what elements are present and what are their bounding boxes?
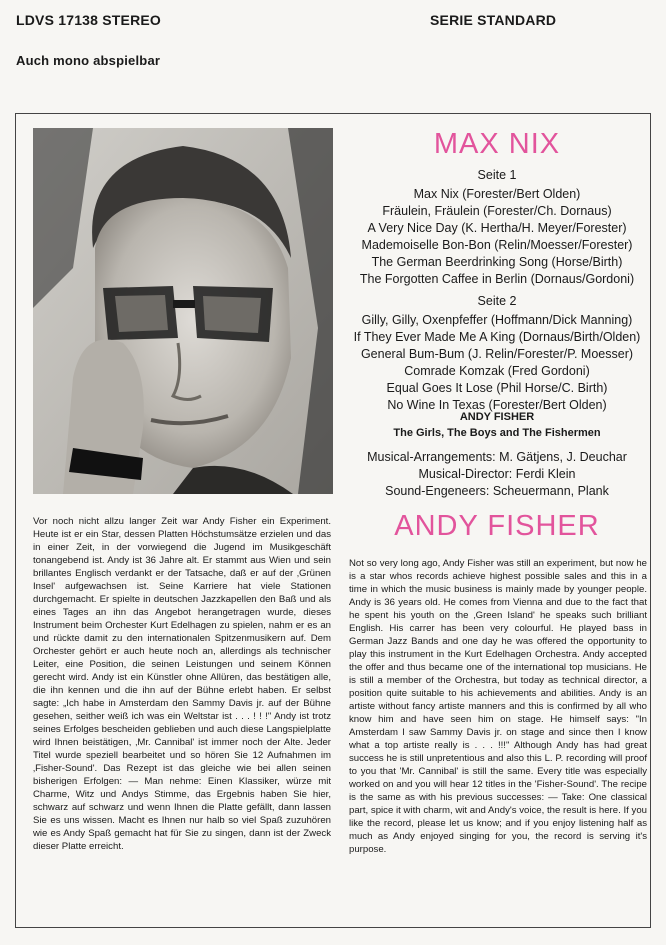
band-name: The Girls, The Boys and The Fishermen	[393, 427, 601, 439]
side-1-label: Seite 1	[477, 168, 517, 182]
credits	[345, 449, 649, 500]
artist-name: ANDY FISHER	[459, 411, 535, 423]
tracklist	[345, 167, 649, 414]
bio-german-text: Vor noch nicht allzu langer Zeit war Andy Fisher ein Experiment. Heute ist er ein Star, dessen Platten Höchstumsätze erzielen und das in einer Zeit, in der vorwiegend die Jugend im Musikgeschäft tonangebend ist. Andy ist 36 Jahre alt. Er stammt aus Wien und sein brillantes Englisch verdankt er der Tatsache, daß er auf der ‚Grünen Insel' aufgewachsen ist. Seine Karriere hat viele Stationen durchgemacht. Er spielte in deutschen Jazzkapellen den Baß und als eines Tages an ihn das Angebot herangetragen wurde, dieses Instrument beim Orchester Kurt Edelhagen zu spielen, nahm er es an und rückte damit zu den internationalen Spitzenmusikern auf. Dem Orchester gehört er auch heute noch an, allerdings als technischer Leiter, eine Position, die seinen Leistungen und seinem Können gerecht wird. Andy ist ein Künstler ohne Allüren, das bestätigen alle, die ihn kennen und die ihn auf der Bühne erlebt haben. Er selbst sagte: „Ich habe in Amsterdam den Sammy Davis jr. auf der Bühne gesehen, seither weiß ich was ein Weltstar ist . . . ! ! !" Andy ist trotz seines Erfolges bescheiden geblieben und auch diese Langspielplatte wird Ihnen beistätigen, ‚Mr. Cannibal' ist immer noch der Alte. Jeder Titel wurde speziell bearbeitet und so hören Sie 12 Aufnahmen im ‚Fisher-Sound'. Das Rezept ist das gleiche wie bei allen seinen bisherigen Erfolgen: — Man nehme: Einen Klassiker, würze mit Charme, Witz und Andys Stimme, das Ergebnis haben Sie hier, schwarz auf schwarz und wenn Ihnen die Platte gefällt, dann lassen Sie es uns wissen. Macht es Ihnen nur halb so viel Spaß zuzuhören wie es Andy Spaß gemacht hat für Sie zu singen, dann ist der Zweck dieser Platte erreicht.	[33, 516, 331, 852]
bio-heading: ANDY FISHER	[394, 510, 600, 542]
track-item: Fräulein, Fräulein (Forester/Ch. Dornaus)	[382, 204, 612, 218]
bio-english-column	[349, 557, 647, 856]
credit-line: Musical-Director: Ferdi Klein	[418, 467, 576, 481]
track-item: No Wine In Texas (Forester/Bert Olden)	[387, 398, 607, 412]
track-item: If They Ever Made Me A King (Dornaus/Birth/Olden)	[353, 330, 641, 344]
artist-block	[345, 409, 649, 441]
track-item: Mademoiselle Bon-Bon (Relin/Moesser/Forester)	[361, 238, 633, 252]
album-title: MAX NIX	[433, 128, 561, 160]
track-item: Max Nix (Forester/Bert Olden)	[413, 187, 581, 201]
bio-english-text: Not so very long ago, Andy Fisher was still an experiment, but now he is a star whos records achieve highest possible sales and this in a time in which the music business is mainly made by younger people. Andy is 36 years old. He comes from Vienna and due to the fact that he spent his youth on the ‚Green Island' he speaks such brilliant English. His carrer has been very colourful. He played bass in German Jazz Bands and one day he was offered the opportunity to play this instrument in the Kurt Edelhagen Orchestra. Andy accepted the offer and thus became one of the international top musicians. He is still a member of the Orchestra, but today as technical director, a position quite suitable to his achievements and abilities. Andy is an artiste without fancy artiste manners and this is confirmed by all who know him and have seen him on stage. He himself says: "In Amsterdam I saw Sammy Davis jr. on stage and since then I know what a top artiste really is . . . !!!" Although Andy has had great success he is still unpretentious and also this L. P. recording will proof to you that 'Mr. Cannibal' is still the same. Every title was especially worked on and you will hear 12 titles in the 'Fisher-Sound'. The recipe is the same as with his previous successes: — Take: One classical part, spice it with charm, wit and Andy's voice, the result is here. If you like the record, please let us know; and if you enjoy listening half as much as Andy enjoyed singing for you, the record is serving it's purpose.	[349, 558, 647, 855]
series-label: SERIE STANDARD	[430, 12, 557, 28]
catalog-number: LDVS 17138 STEREO	[16, 12, 162, 28]
track-item: A Very Nice Day (K. Hertha/H. Meyer/Forester)	[367, 221, 627, 235]
track-item: Equal Goes It Lose (Phil Horse/C. Birth)	[386, 381, 608, 395]
track-item: The German Beerdrinking Song (Horse/Birth)	[371, 255, 623, 269]
track-item: The Forgotten Caffee in Berlin (Dornaus/Gordoni)	[359, 272, 635, 286]
artist-portrait-image	[33, 128, 333, 494]
side-2-label: Seite 2	[477, 294, 517, 308]
track-item: Gilly, Gilly, Oxenpfeffer (Hoffmann/Dick Manning)	[361, 313, 633, 327]
bio-german-column	[33, 515, 331, 853]
credit-line: Musical-Arrangements: M. Gätjens, J. Deuchar	[367, 450, 627, 464]
track-item: Comrade Komzak (Fred Gordoni)	[404, 364, 590, 378]
mono-note: Auch mono abspielbar	[16, 53, 161, 68]
artist-photo	[33, 128, 333, 494]
credit-line: Sound-Engeneers: Scheuermann, Plank	[385, 484, 609, 498]
track-item: General Bum-Bum (J. Relin/Forester/P. Moesser)	[360, 347, 634, 361]
